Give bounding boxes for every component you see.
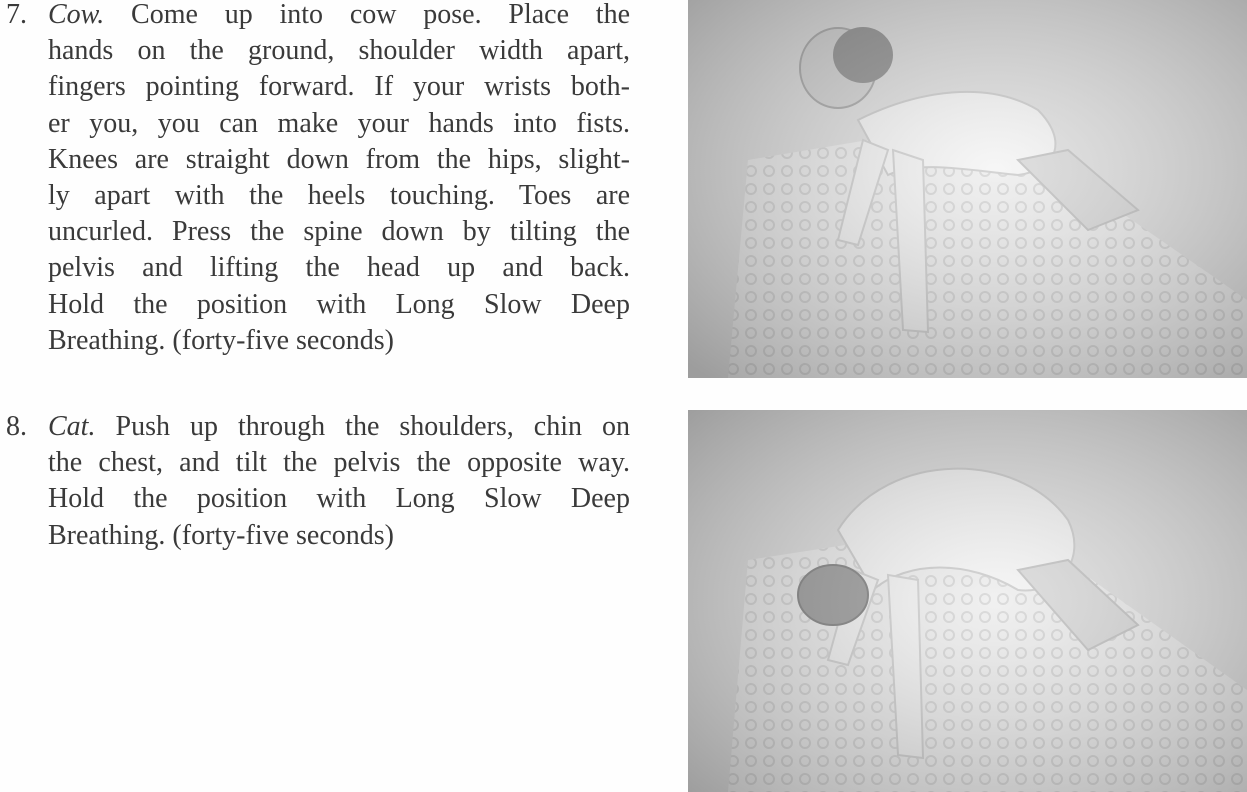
text-line: hands on the ground, shoulder width apart, — [48, 35, 630, 67]
text-line: Hold the position with Long Slow Deep — [48, 288, 630, 320]
cow-pose-photo — [688, 0, 1247, 378]
item-number: 7. — [6, 0, 27, 30]
text-line: ly apart with the heels touching. Toes are — [48, 180, 630, 212]
text-line: Cat. Push up through the shoulders, chin on — [48, 411, 630, 442]
cat-pose-photo — [688, 410, 1247, 792]
instruction-text — [48, 0, 630, 359]
text-line: Breathing. (forty-five seconds) — [48, 324, 394, 356]
cow-pose-illustration — [688, 0, 1247, 378]
text-line: er you, you can make your hands into fists. — [48, 107, 630, 139]
item-number: 8. — [6, 411, 27, 442]
text-line: Knees are straight down from the hips, slight- — [48, 143, 630, 175]
cat-pose-illustration — [688, 410, 1247, 792]
text-line: Breathing. (forty-five seconds) — [48, 519, 394, 551]
instruction-text — [48, 409, 630, 554]
text-line: fingers pointing forward. If your wrists both- — [48, 71, 630, 103]
pose-name: Cat. — [48, 411, 96, 442]
pose-name: Cow. — [48, 0, 105, 30]
text-line: Cow. Come up into cow pose. Place the — [48, 0, 630, 30]
text-line: Hold the position with Long Slow Deep — [48, 483, 630, 515]
text-line: pelvis and lifting the head up and back. — [48, 252, 630, 284]
text-line: uncurled. Press the spine down by tilting the — [48, 216, 630, 248]
text-line: the chest, and tilt the pelvis the opposite way. — [48, 447, 630, 479]
